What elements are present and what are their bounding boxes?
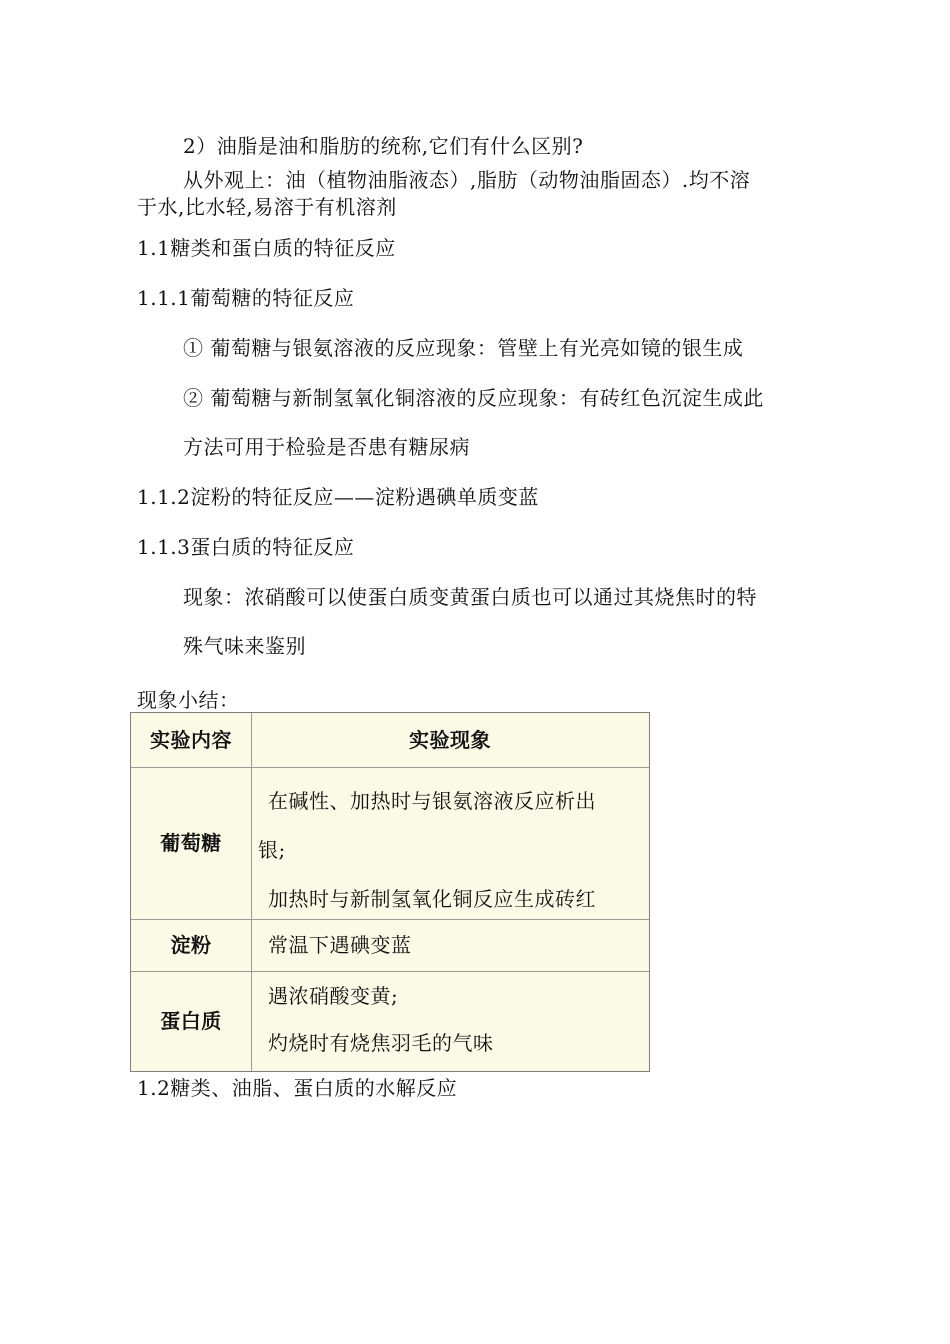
- heading-1-2: 1.2糖类、油脂、蛋白质的水解反应: [137, 1076, 458, 1100]
- heading-1-1-1: 1.1.1葡萄糖的特征反应: [137, 286, 355, 310]
- summary-label: 现象小结：: [137, 688, 240, 712]
- glucose-item-2-line-2: 方法可用于检验是否患有糖尿病: [183, 435, 470, 459]
- glucose-phenomenon-line-2: 银;: [258, 838, 286, 862]
- table-header-content: 实验内容: [131, 713, 251, 767]
- glucose-phenomenon-line-1: 在碱性、加热时与银氨溶液反应析出: [268, 789, 596, 813]
- protein-line-1: 现象：浓硝酸可以使蛋白质变黄蛋白质也可以通过其烧焦时的特: [183, 585, 757, 609]
- table-row-divider: [131, 971, 649, 972]
- heading-1-1: 1.1糖类和蛋白质的特征反应: [137, 236, 396, 260]
- starch-phenomenon-line-1: 常温下遇碘变蓝: [268, 933, 412, 957]
- glucose-phenomenon-line-3: 加热时与新制氢氧化铜反应生成砖红: [268, 887, 596, 911]
- protein-phenomenon-line-1: 遇浓硝酸变黄;: [268, 984, 399, 1008]
- table-row-value-starch: [251, 919, 649, 971]
- table-row-value-glucose: [251, 767, 649, 919]
- heading-1-1-3: 1.1.3蛋白质的特征反应: [137, 535, 355, 559]
- table-row-divider: [131, 767, 649, 768]
- answer-2-line-2: 于水,比水轻,易溶于有机溶剂: [137, 195, 397, 219]
- heading-1-1-2: 1.1.2淀粉的特征反应——淀粉遇碘单质变蓝: [137, 485, 539, 509]
- glucose-item-2-line-1: ② 葡萄糖与新制氢氧化铜溶液的反应现象：有砖红色沉淀生成此: [183, 386, 764, 410]
- table-row-value-protein: [251, 971, 649, 1071]
- table-row-label-starch: 淀粉: [131, 919, 251, 971]
- protein-phenomenon-line-2: 灼烧时有烧焦羽毛的气味: [268, 1031, 494, 1055]
- table-header-phenomenon: 实验现象: [251, 713, 649, 767]
- table-row-label-protein: 蛋白质: [131, 971, 251, 1071]
- table-row-label-glucose: 葡萄糖: [131, 767, 251, 919]
- answer-2-line-1: 从外观上：油（植物油脂液态）,脂肪（动物油脂固态）.均不溶: [183, 168, 751, 192]
- glucose-item-1: ① 葡萄糖与银氨溶液的反应现象：管壁上有光亮如镜的银生成: [183, 336, 744, 360]
- table-row-divider: [131, 919, 649, 920]
- protein-line-2: 殊气味来鉴别: [183, 634, 306, 658]
- summary-table: [130, 712, 650, 1072]
- question-2: 2）油脂是油和脂肪的统称,它们有什么区别?: [183, 134, 584, 158]
